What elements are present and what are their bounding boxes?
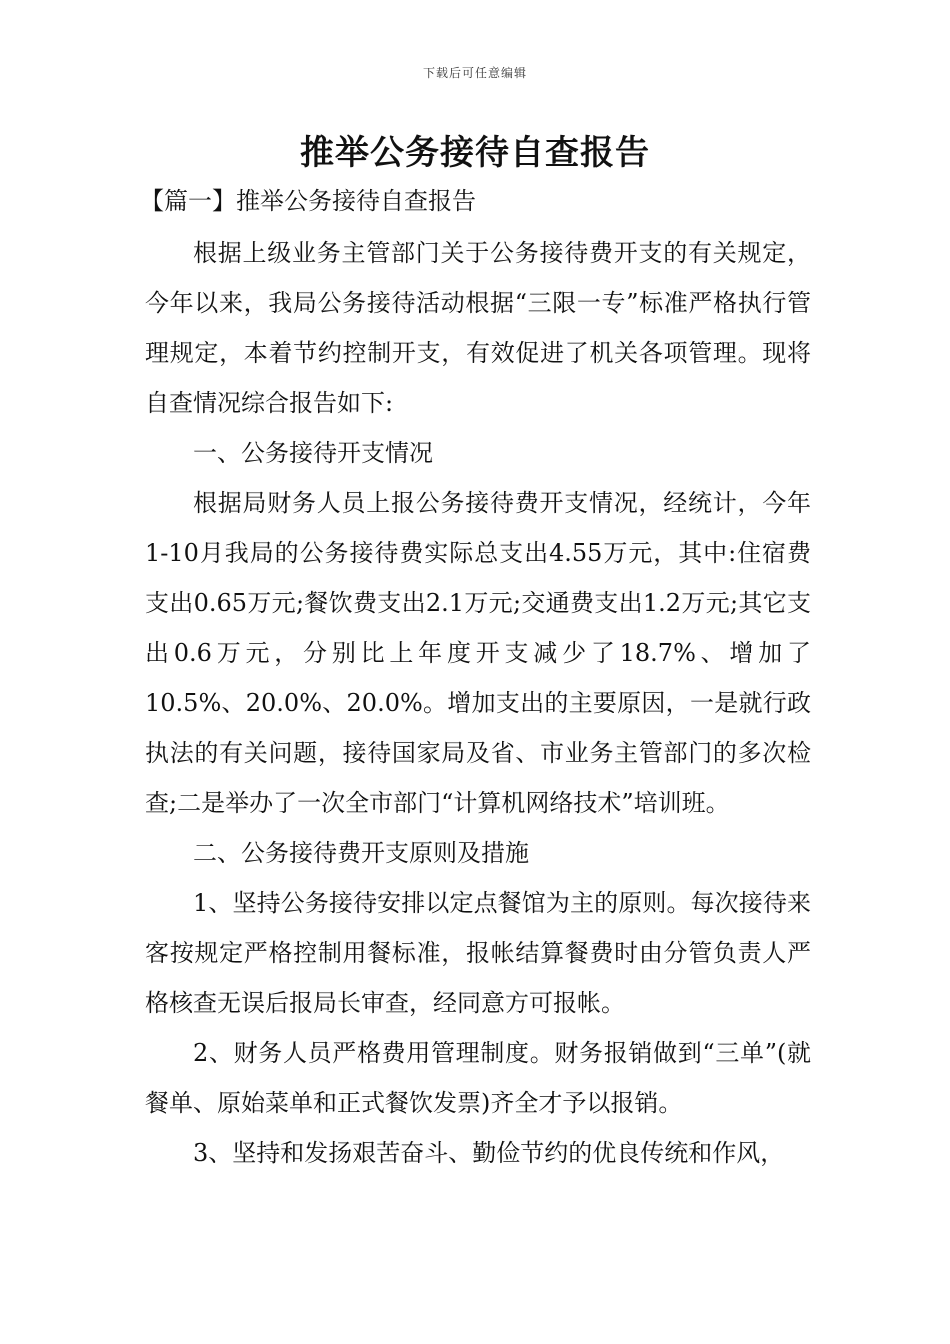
paragraph-expense-details: 根据局财务人员上报公务接待费开支情况，经统计，今年1-10月我局的公务接待费实际总支出4.55万元，其中:住宿费支出0.65万元;餐饮费支出2.1万元;交通费支出1.2万元;其它支出0.6万元，分别比上年度开支减少了18.7%、增加了10.5%、20.0%、20.0%。增加支出的主要原因，一是就行政执法的有关问题，接待国家局及省、市业务主管部门的多次检查;二是举办了一次全市部门“计算机网络技术”培训班。 <box>145 489 811 817</box>
paragraph-measure-3: 3、坚持和发扬艰苦奋斗、勤俭节约的优良传统和作风， <box>193 1139 785 1167</box>
section-title: 【篇一】推举公务接待自查报告 <box>140 187 476 215</box>
paragraph-measure-1: 1、坚持公务接待安排以定点餐馆为主的原则。每次接待来客按规定严格控制用餐标准，报帐结算餐费时由分管负责人严格核查无误后报局长审查，经同意方可报帐。 <box>145 889 811 1017</box>
paragraph-measure-2: 2、财务人员严格费用管理制度。财务报销做到“三单”(就餐单、原始菜单和正式餐饮发票)齐全才予以报销。 <box>145 1039 811 1117</box>
header-note: 下载后可任意编辑 <box>422 66 527 80</box>
heading-principles-measures: 二、公务接待费开支原则及措施 <box>193 839 529 867</box>
paragraph-intro: 根据上级业务主管部门关于公务接待费开支的有关规定，今年以来，我局公务接待活动根据“三限一专”标准严格执行管理规定，本着节约控制开支，有效促进了机关各项管理。现将自查情况综合报告如下: <box>145 239 811 417</box>
heading-expense-overview: 一、公务接待开支情况 <box>193 439 433 467</box>
document-title: 推举公务接待自查报告 <box>300 133 650 173</box>
document-body <box>145 228 811 1178</box>
